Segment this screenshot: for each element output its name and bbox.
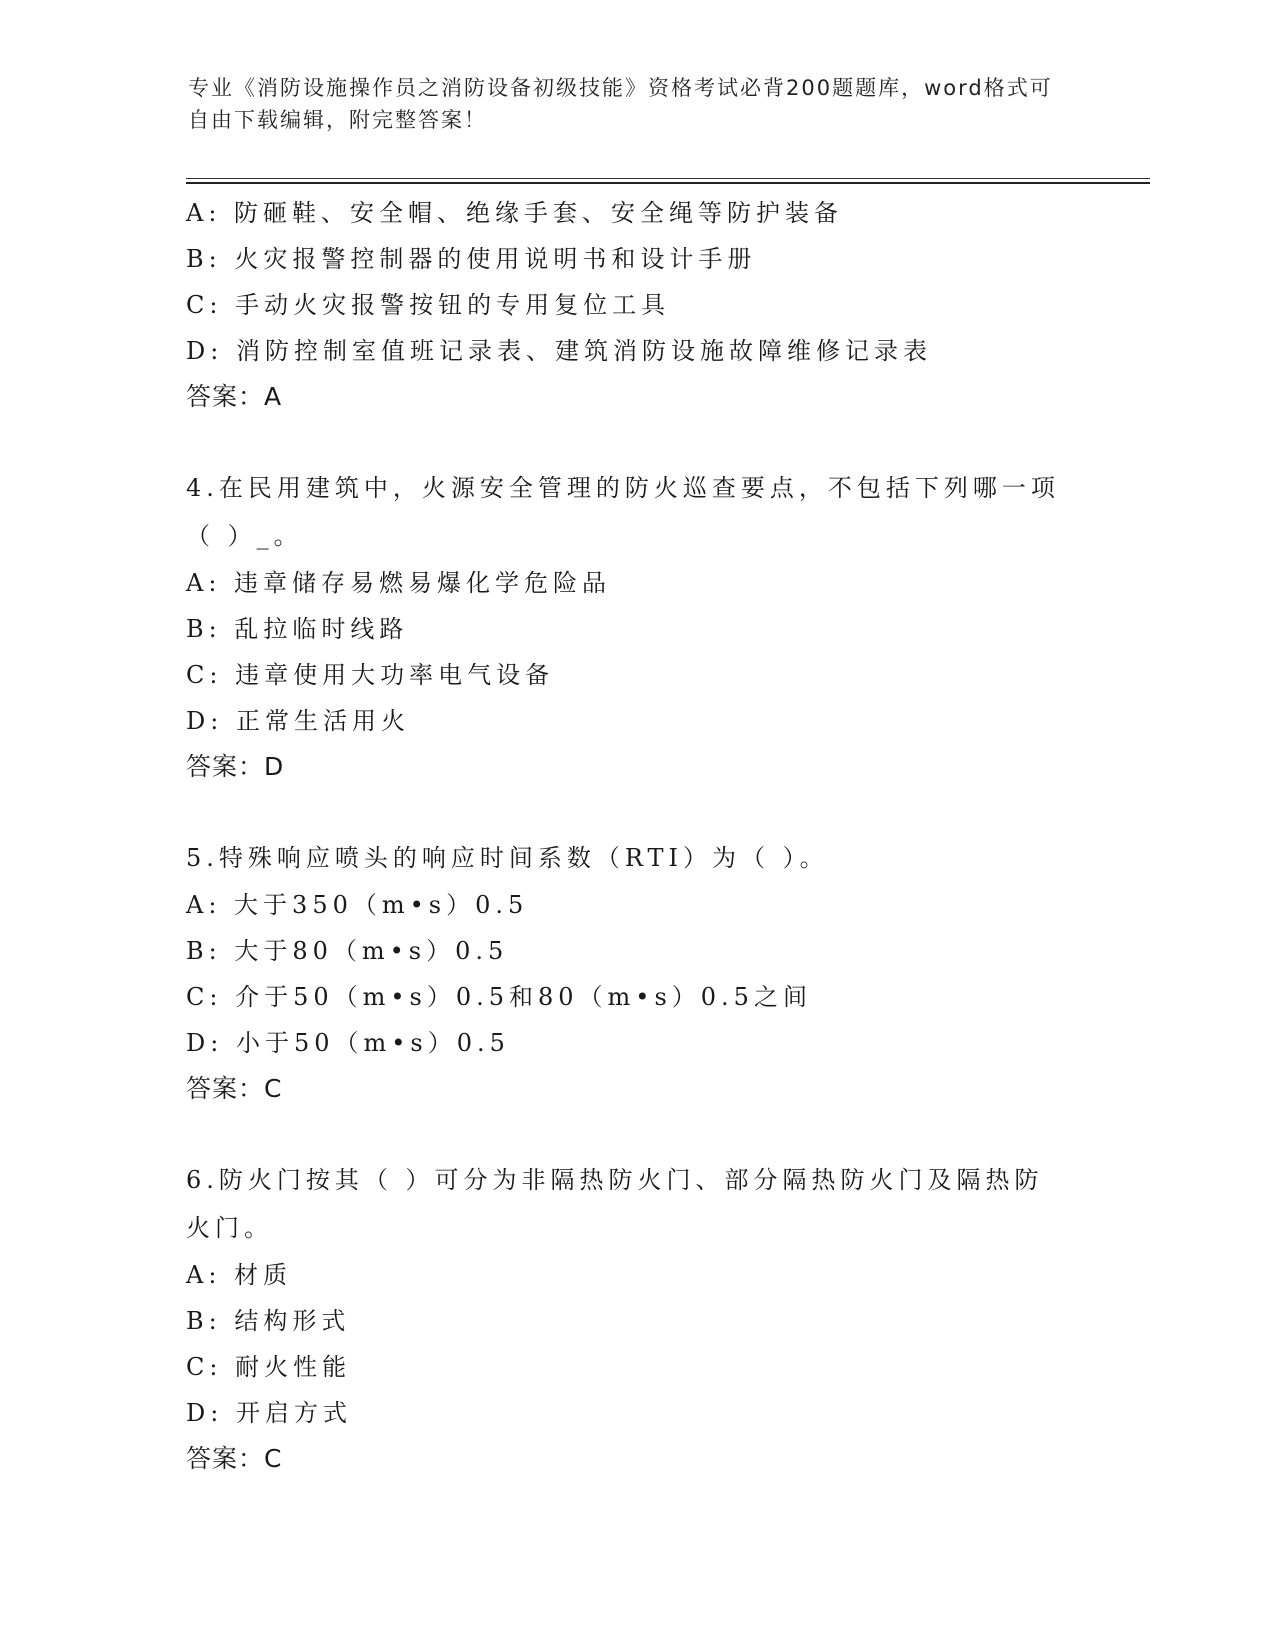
- option-b: B: 火灾报警控制器的使用说明书和设计手册: [186, 245, 757, 273]
- header-divider-thin: [186, 178, 1150, 179]
- option-b: B: 结构形式: [186, 1307, 351, 1335]
- question-6: [186, 1156, 1086, 1482]
- answer-label: 答案：D: [186, 752, 285, 781]
- question-stem: 6.防火门按其（ ）可分为非隔热防火门、部分隔热防火门及隔热防火门。: [186, 1166, 1044, 1242]
- option-c: C: 违章使用大功率电气设备: [186, 661, 555, 689]
- option-c: C: 介于50（m•s）0.5和80（m•s）0.5之间: [186, 983, 812, 1011]
- question-partial: [186, 190, 1086, 420]
- option-c: C: 手动火灾报警按钮的专用复位工具: [186, 291, 671, 319]
- option-a: A: 防砸鞋、安全帽、绝缘手套、安全绳等防护装备: [186, 199, 844, 227]
- header-divider-thick: [186, 182, 1150, 184]
- answer-label: 答案：C: [186, 1444, 283, 1473]
- option-b: B: 乱拉临时线路: [186, 615, 409, 643]
- question-4: [186, 464, 1086, 790]
- option-a: A: 大于350（m•s）0.5: [186, 891, 529, 919]
- question-stem: 5.特殊响应喷头的响应时间系数（RTI）为（ ）。: [186, 844, 829, 872]
- option-c: C: 耐火性能: [186, 1353, 352, 1381]
- option-d: D: 小于50（m•s）0.5: [186, 1029, 510, 1057]
- question-stem: 4.在民用建筑中，火源安全管理的防火巡查要点，不包括下列哪一项（ ）_。: [186, 474, 1060, 550]
- question-list: [186, 190, 1086, 1482]
- option-a: A: 材质: [186, 1261, 293, 1289]
- document-header: 专业《消防设施操作员之消防设备初级技能》资格考试必背200题题库，word格式可自由下载编辑，附完整答案！: [188, 76, 1053, 132]
- answer-label: 答案：C: [186, 1074, 283, 1103]
- option-d: D: 开启方式: [186, 1399, 352, 1427]
- option-a: A: 违章储存易燃易爆化学危险品: [186, 569, 612, 597]
- answer-label: 答案：A: [186, 382, 283, 411]
- option-d: D: 消防控制室值班记录表、建筑消防设施故障维修记录表: [186, 337, 932, 365]
- option-b: B: 大于80（m•s）0.5: [186, 937, 509, 965]
- question-5: [186, 834, 1086, 1112]
- option-d: D: 正常生活用火: [186, 707, 410, 735]
